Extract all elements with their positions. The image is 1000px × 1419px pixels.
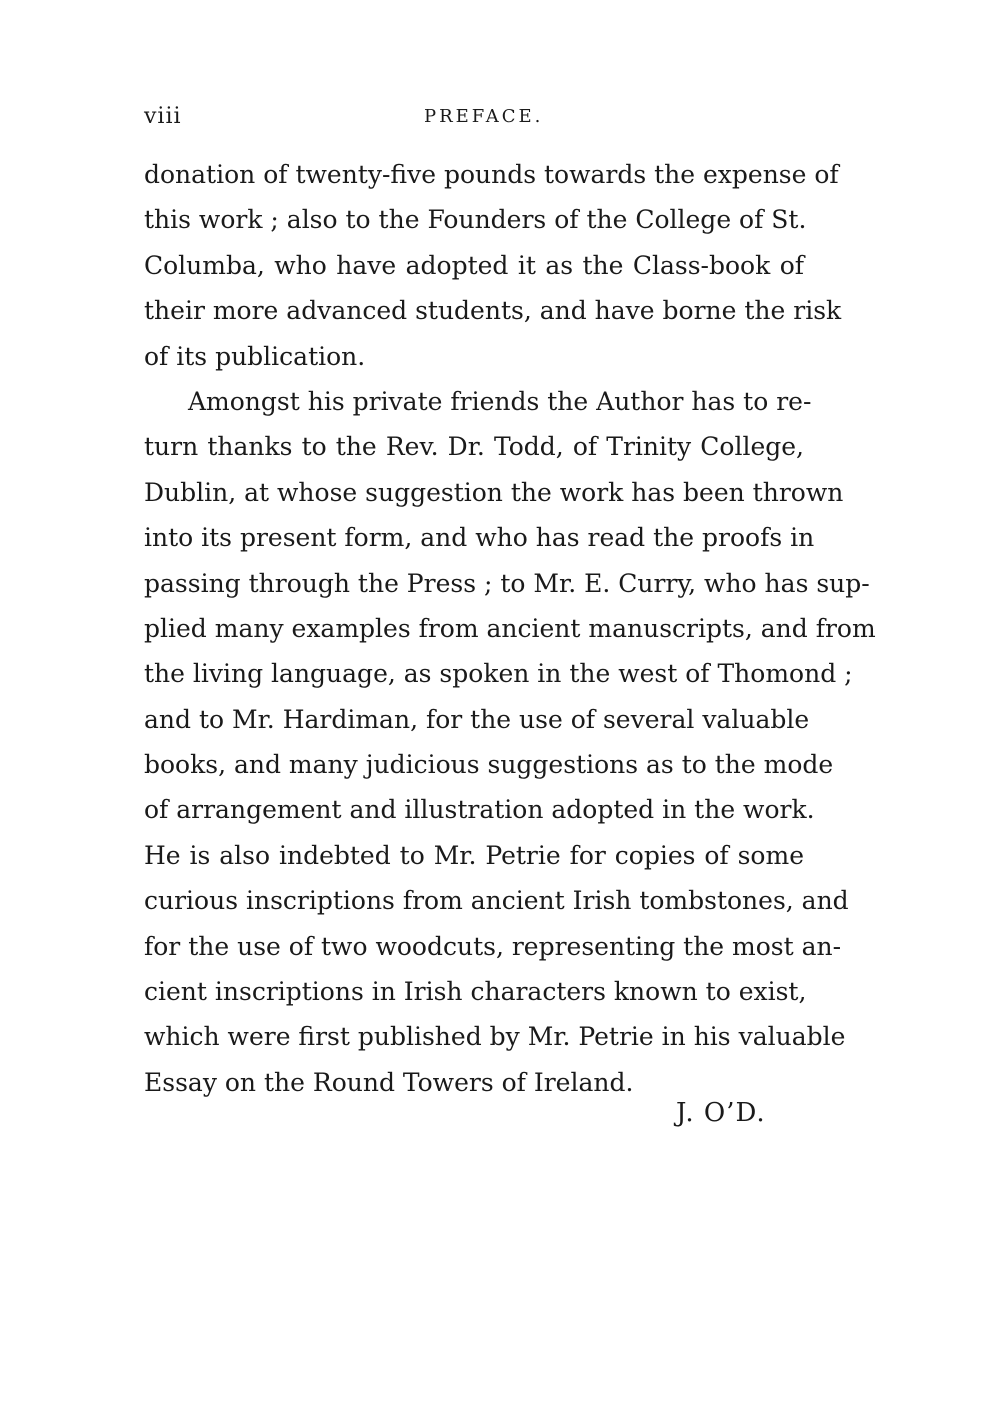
text-line: Dublin, at whose suggestion the work has been thrown	[144, 477, 844, 507]
text-line: Essay on the Round Towers of Ireland.	[144, 1067, 634, 1097]
text-line: turn thanks to the Rev. Dr. Todd, of Trinity College,	[144, 432, 804, 462]
paragraph	[144, 379, 876, 1105]
text-line: He is also indebted to Mr. Petrie for copies of some	[144, 840, 804, 870]
text-line: of arrangement and illustration adopted in the work.	[144, 795, 815, 825]
text-line: the living language, as spoken in the west of Thomond ;	[144, 659, 853, 689]
text-line: plied many examples from ancient manuscripts, and from	[144, 613, 876, 643]
text-line: of its publication.	[144, 341, 366, 371]
text-line: cient inscriptions in Irish characters known to exist,	[144, 977, 807, 1007]
text-line: donation of twenty-five pounds towards the expense of	[144, 160, 839, 189]
author-signature: J. O’D.	[676, 1098, 766, 1128]
page-number: viii	[144, 104, 182, 129]
text-line: curious inscriptions from ancient Irish tombstones, and	[144, 886, 849, 916]
text-line: this work ; also to the Founders of the College of St.	[144, 205, 807, 235]
text-line: books, and many judicious suggestions as to the mode	[144, 750, 834, 780]
text-line: and to Mr. Hardiman, for the use of several valuable	[144, 704, 810, 734]
text-line: which were first published by Mr. Petrie in his valuable	[144, 1022, 846, 1052]
text-line: Amongst his private friends the Author has to re-	[188, 386, 812, 416]
body-text	[144, 152, 876, 1105]
text-line: their more advanced students, and have borne the risk	[144, 296, 842, 326]
text-line: into its present form, and who has read the proofs in	[144, 523, 815, 553]
text-line: passing through the Press ; to Mr. E. Curry, who has sup-	[144, 568, 870, 598]
text-line: for the use of two woodcuts, representing the most an-	[144, 931, 842, 961]
paragraph	[144, 152, 842, 379]
text-line: Columba, who have adopted it as the Class-book of	[144, 250, 804, 280]
running-title: PREFACE.	[424, 106, 544, 127]
running-head	[144, 104, 804, 134]
